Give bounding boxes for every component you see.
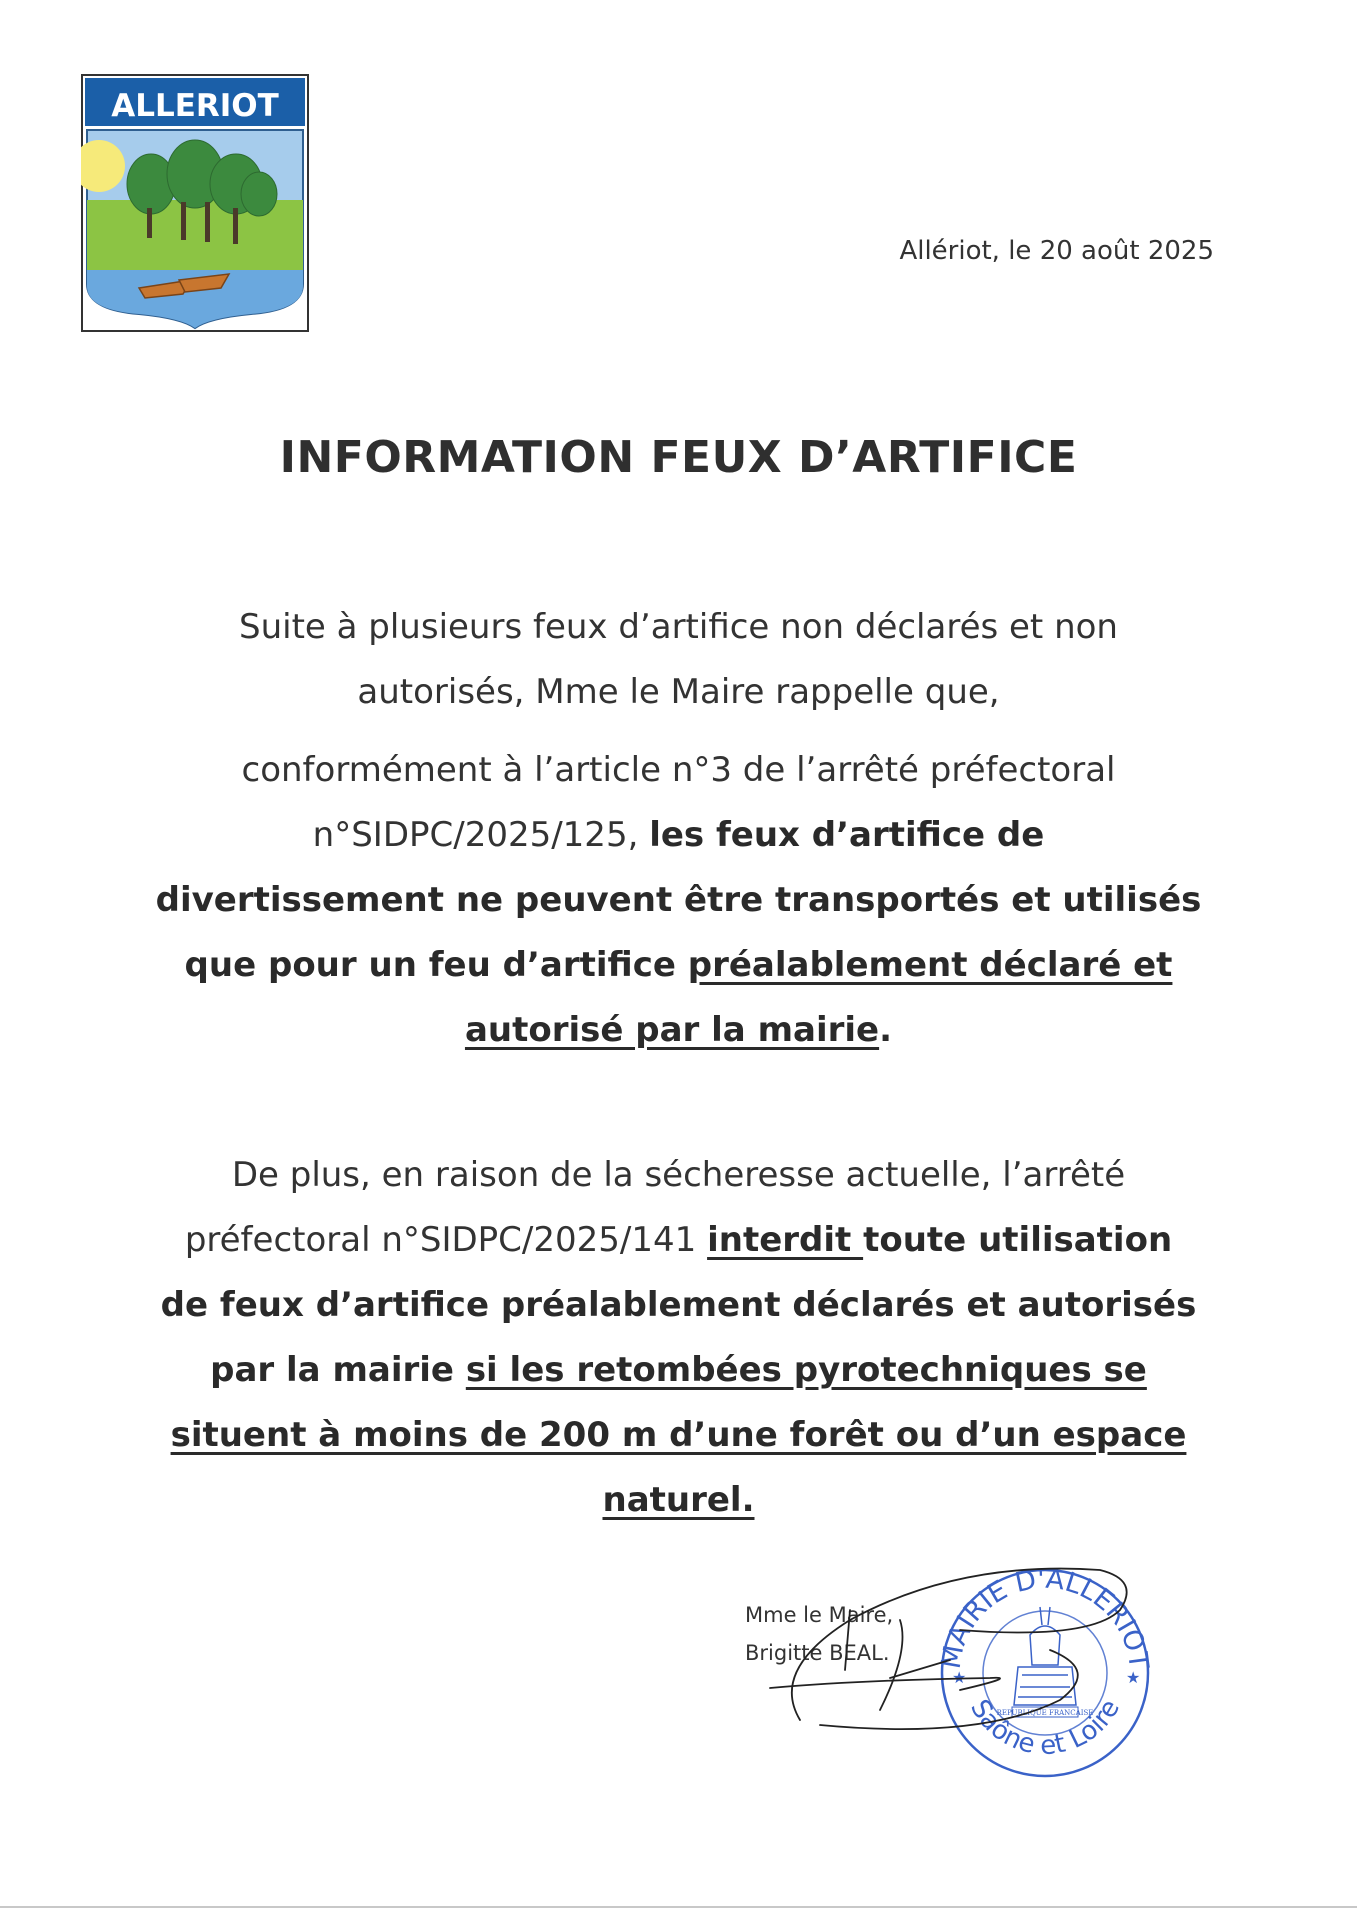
bottom-border [0,1906,1357,1908]
text-line: Suite à plusieurs feux d’artifice non déclarés et non [239,607,1118,647]
text-line [120,933,1237,998]
svg-text:★: ★ [1126,1668,1141,1687]
drought-paragraph [120,1143,1237,1533]
signature-role: Mme le Maire, [745,1603,894,1627]
underlined-segment: interdit [707,1220,864,1260]
page-title: INFORMATION FEUX D’ARTIFICE [279,432,1078,483]
text-line [120,1468,1237,1533]
text-line: De plus, en raison de la sécheresse actuelle, l’arrêté [231,1155,1126,1195]
text-line: conformément à l’article n°3 de l’arrêté préfectoral [241,750,1116,790]
svg-text:★: ★ [952,1668,967,1687]
text-segment: préfectoral n°SIDPC/2025/141 [184,1220,708,1260]
bold-segment: toute utilisation [863,1220,1173,1260]
text-segment: n°SIDPC/2025/125, [312,815,650,855]
bold-segment: que pour un feu d’artifice [184,945,688,985]
letter-date: Allériot, le 20 août 2025 [899,236,1214,266]
bold-segment: divertissement ne peuvent être transportés et utilisés [155,880,1202,920]
text-line [120,1403,1237,1468]
text-line [120,1208,1237,1273]
text-line: autorisés, Mme le Maire rappelle que, [357,672,1000,712]
stamp-top-text: MAIRIE D'ALLERIOT [935,1563,1155,1672]
regulation-paragraph [120,738,1237,1063]
bold-segment: de feux d’artifice préalablement déclarés et autorisés [160,1285,1197,1325]
alleriot-crest-logo [81,74,309,332]
underlined-segment: autorisé par la mairie [464,1010,880,1050]
text-line [120,998,1237,1063]
bold-segment: par la mairie [210,1350,466,1390]
text-line [120,868,1237,933]
underlined-segment: situent à moins de 200 m d’une forêt ou d’un espace [170,1415,1187,1455]
intro-paragraph [120,595,1237,725]
underlined-segment: préalablement déclaré et [687,945,1173,985]
bold-segment: . [879,1010,893,1050]
text-line [120,1338,1237,1403]
underlined-segment: si les retombées pyrotechniques se [465,1350,1147,1390]
signature-name: Brigitte BEAL. [745,1641,890,1665]
stamp-small-text: REPUBLIQUE FRANCAISE [996,1709,1094,1717]
underlined-segment: naturel. [602,1480,755,1520]
bold-segment: les feux d’artifice de [649,815,1045,855]
logo-text: ALLERIOT [111,88,279,124]
handwritten-signature [760,1550,1150,1750]
stamp-bottom-text: Saône et Loire [964,1694,1126,1762]
text-line [120,803,1237,868]
text-line [120,1273,1237,1338]
